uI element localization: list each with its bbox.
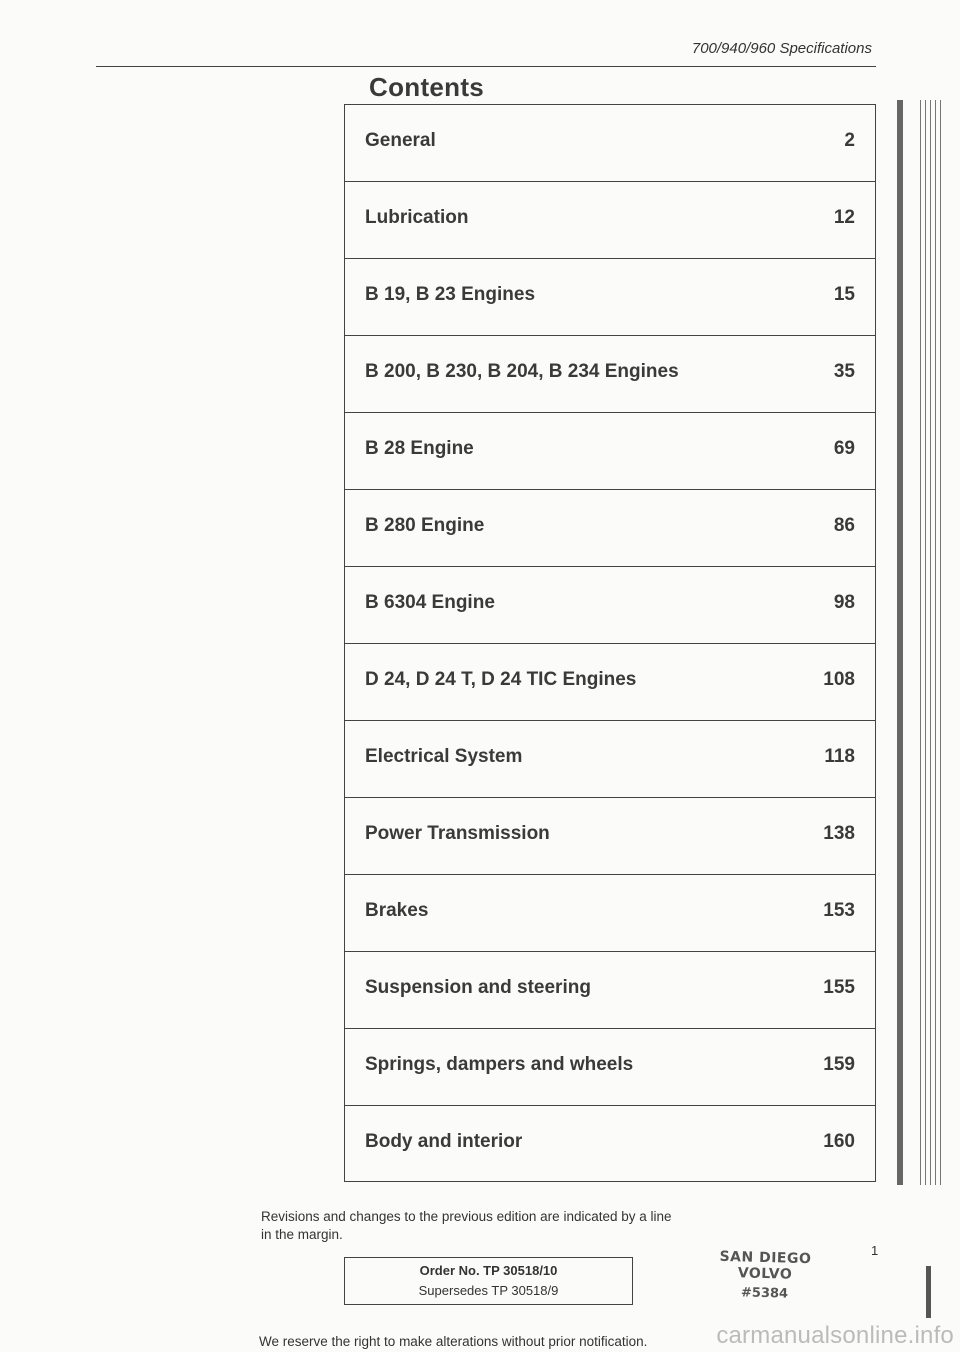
toc-page-number: 108 xyxy=(823,669,855,690)
toc-row[interactable] xyxy=(345,413,875,490)
toc-page-number: 69 xyxy=(833,438,855,459)
order-number: Order No. TP 30518/10 xyxy=(419,1263,558,1278)
footer-note: We reserve the right to make alterations without prior notification. xyxy=(259,1334,648,1349)
toc-row[interactable] xyxy=(345,952,875,1029)
toc-page-number: 118 xyxy=(824,746,855,767)
toc-page-number: 159 xyxy=(823,1054,855,1075)
watermark: carmanualsonline.info xyxy=(716,1322,954,1349)
margin-tick-marks xyxy=(920,100,942,1185)
stamp-dealer-number: #5384 xyxy=(740,1285,789,1302)
toc-label: Springs, dampers and wheels xyxy=(365,1054,634,1075)
toc-page-number: 35 xyxy=(833,361,855,382)
toc-row[interactable] xyxy=(345,1029,875,1106)
toc-row[interactable] xyxy=(345,1106,875,1183)
toc-row[interactable] xyxy=(345,721,875,798)
toc-row[interactable] xyxy=(345,490,875,567)
revision-margin-bar-bottom xyxy=(926,1266,931,1318)
page-number: 1 xyxy=(871,1243,879,1258)
revision-margin-bar xyxy=(897,100,903,1185)
order-number-box xyxy=(344,1257,633,1305)
toc-label: Suspension and steering xyxy=(365,977,591,998)
toc-page-number: 15 xyxy=(833,284,855,305)
toc-page-number: 12 xyxy=(833,207,855,228)
toc-row[interactable] xyxy=(345,182,875,259)
supersedes-note: Supersedes TP 30518/9 xyxy=(418,1283,559,1298)
toc-page-number: 155 xyxy=(823,977,855,998)
toc-label: Body and interior xyxy=(365,1131,523,1152)
stamp-dealer-name: SAN DIEGO VOLVO xyxy=(719,1248,812,1283)
toc-label: Brakes xyxy=(365,900,429,921)
toc-row[interactable] xyxy=(345,875,875,952)
toc-label: Lubrication xyxy=(365,207,469,228)
toc-label: Power Transmission xyxy=(365,823,550,844)
toc-label: B 19, B 23 Engines xyxy=(365,284,536,305)
running-header: 700/940/960 Specifications xyxy=(691,40,872,57)
toc-page-number: 153 xyxy=(823,900,855,921)
toc-label: General xyxy=(365,130,436,151)
toc-row[interactable] xyxy=(345,336,875,413)
toc-label: B 6304 Engine xyxy=(365,592,495,613)
revision-note: Revisions and changes to the previous edition are indicated by a line in the margin. xyxy=(261,1209,672,1242)
toc-page-number: 98 xyxy=(833,592,855,613)
toc-page-number: 160 xyxy=(823,1131,855,1152)
toc-page-number: 138 xyxy=(823,823,855,844)
toc-row[interactable] xyxy=(345,567,875,644)
toc-row[interactable] xyxy=(345,798,875,875)
toc-row[interactable] xyxy=(345,259,875,336)
table-of-contents xyxy=(344,104,876,1182)
toc-label: B 28 Engine xyxy=(365,438,474,459)
toc-label: B 200, B 230, B 204, B 234 Engines xyxy=(365,361,679,382)
toc-row[interactable] xyxy=(345,644,875,721)
toc-row[interactable] xyxy=(345,105,875,182)
toc-page-number: 2 xyxy=(844,130,855,151)
header-rule xyxy=(96,66,876,67)
contents-title: Contents xyxy=(369,72,485,102)
toc-label: B 280 Engine xyxy=(365,515,485,536)
toc-label: D 24, D 24 T, D 24 TIC Engines xyxy=(365,669,637,690)
dealer-stamp xyxy=(689,1248,840,1303)
toc-label: Electrical System xyxy=(365,746,523,767)
toc-page-number: 86 xyxy=(833,515,855,536)
